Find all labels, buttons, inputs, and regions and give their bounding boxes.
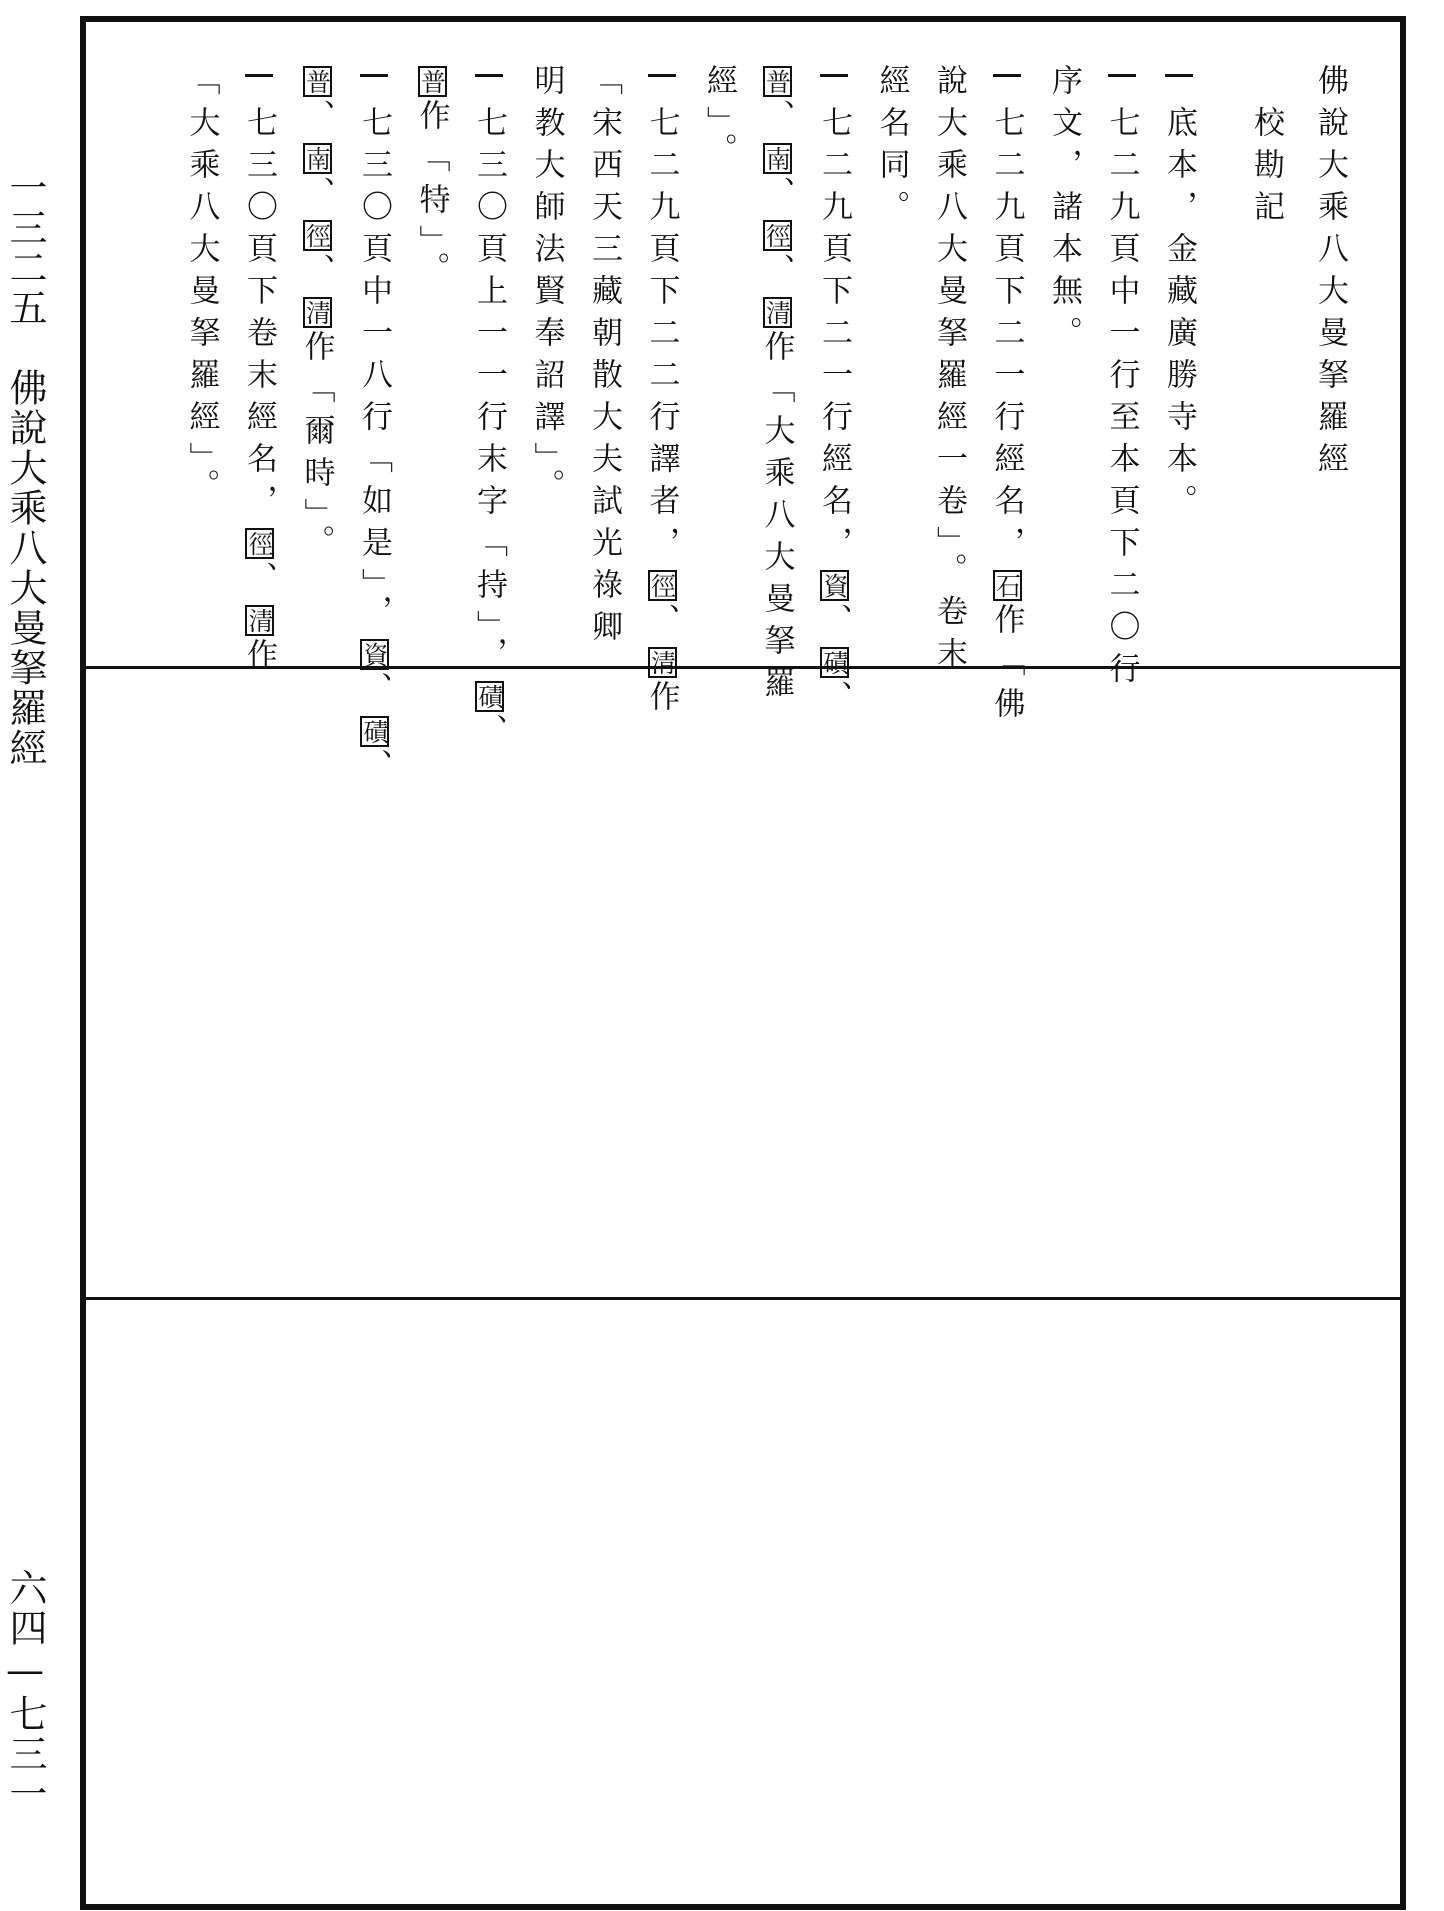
- note-text: 、: [298, 99, 335, 141]
- note-text: 「大乘八大曼拏羅經」。: [183, 64, 220, 511]
- note-bullet: [820, 74, 848, 77]
- note-text: 、: [298, 253, 335, 295]
- note-text: 七二九頁下二一行經名，: [816, 106, 852, 568]
- note-text: 七三〇頁下卷末經名，: [241, 106, 277, 526]
- note-text: 作: [643, 680, 680, 722]
- note-text: 、: [241, 561, 277, 603]
- page-frame: [80, 16, 1406, 1910]
- note-text: 明教大師法賢奉詔譯」。: [528, 64, 565, 511]
- section-title: 校勘記: [1248, 106, 1284, 232]
- note-line: [758, 64, 795, 708]
- note-line: [183, 64, 220, 511]
- folio-margin-label: 六四—七三一: [3, 1568, 47, 1814]
- note-line: [816, 106, 852, 722]
- edition-abbreviation: 清: [303, 297, 332, 328]
- note-text: 、: [758, 99, 795, 141]
- edition-abbreviation: 磧: [475, 681, 504, 712]
- note-text: 七二九頁下二二行譯者，: [643, 106, 680, 568]
- note-line: [471, 106, 507, 756]
- note-text: 七二九頁中一行至本頁下二〇行: [1103, 106, 1140, 694]
- note-line: [1103, 106, 1140, 694]
- edition-abbreviation: 石: [993, 570, 1022, 601]
- note-text: 「宋西天三藏朝散大夫試光祿卿: [586, 64, 622, 652]
- note-line: [988, 106, 1025, 729]
- note-line: [241, 106, 277, 680]
- note-line: [1046, 64, 1082, 358]
- note-text: 底本，金藏廣勝寺本。: [1161, 106, 1197, 526]
- note-text: 、: [471, 713, 507, 756]
- edition-abbreviation: 徑: [303, 220, 332, 251]
- edition-abbreviation: 資: [820, 570, 849, 601]
- note-text: 作: [241, 638, 277, 680]
- edition-abbreviation: 清: [648, 647, 677, 678]
- note-bullet: [360, 74, 388, 77]
- note-text: 、: [816, 680, 852, 722]
- note-text: 、: [758, 253, 795, 295]
- note-bullet: [475, 74, 503, 77]
- note-text: 七三〇頁中一八行「如是」，: [356, 106, 392, 637]
- note-line: [298, 64, 335, 567]
- note-text: 說大乘八大曼拏羅經一卷」。卷末: [931, 64, 967, 679]
- note-line: [643, 106, 680, 722]
- blank-band-middle: [86, 669, 1400, 1300]
- note-text: 、: [643, 603, 680, 645]
- edition-abbreviation: 南: [303, 143, 332, 174]
- note-line: [528, 64, 565, 511]
- note-text: 、: [758, 176, 795, 218]
- note-bullet: [648, 74, 676, 77]
- sutra-title: 佛說大乘八大曼拏羅經: [1312, 64, 1348, 484]
- note-text: 作「爾時」。: [298, 330, 335, 567]
- edition-abbreviation: 普: [763, 66, 792, 97]
- note-text: 經名同。: [873, 64, 910, 232]
- edition-abbreviation: 清: [245, 605, 274, 636]
- note-text: 、: [816, 603, 852, 645]
- note-line: [1161, 106, 1197, 526]
- note-text: 七三〇頁上一一行末字「持」，: [471, 106, 507, 679]
- edition-abbreviation: 清: [763, 297, 792, 328]
- note-text: 作「佛: [988, 603, 1025, 729]
- blank-band-bottom: [86, 1300, 1400, 1904]
- note-bullet: [993, 74, 1021, 77]
- note-text: 、: [298, 176, 335, 218]
- edition-abbreviation: 南: [763, 143, 792, 174]
- note-text: 序文，諸本無。: [1046, 64, 1082, 358]
- volume-margin-label: 一三二五 佛說大乘八大曼拏羅經: [3, 168, 47, 768]
- edition-abbreviation: 磧: [820, 647, 849, 678]
- note-line: [586, 64, 622, 652]
- note-text: 作「特」。: [413, 99, 450, 294]
- text-band-top: [86, 22, 1400, 791]
- edition-abbreviation: 徑: [648, 570, 677, 601]
- note-line: [873, 64, 910, 232]
- note-bullet: [1108, 74, 1136, 77]
- note-line: [701, 64, 737, 175]
- edition-abbreviation: 徑: [763, 220, 792, 251]
- edition-abbreviation: 徑: [245, 528, 274, 559]
- note-text: 經」。: [701, 64, 737, 175]
- note-line: [413, 64, 450, 294]
- note-text: 七二九頁下二一行經名，: [988, 106, 1025, 568]
- edition-abbreviation: 資: [360, 639, 389, 670]
- note-text: 、: [356, 671, 392, 714]
- note-text: 、: [356, 748, 392, 791]
- edition-abbreviation: 磧: [360, 716, 389, 747]
- note-line: [931, 64, 967, 679]
- note-bullet: [245, 74, 273, 77]
- note-bullet: [1165, 74, 1193, 77]
- note-text: 作「大乘八大曼拏羅: [758, 330, 795, 708]
- edition-abbreviation: 普: [418, 66, 447, 97]
- edition-abbreviation: 普: [303, 66, 332, 97]
